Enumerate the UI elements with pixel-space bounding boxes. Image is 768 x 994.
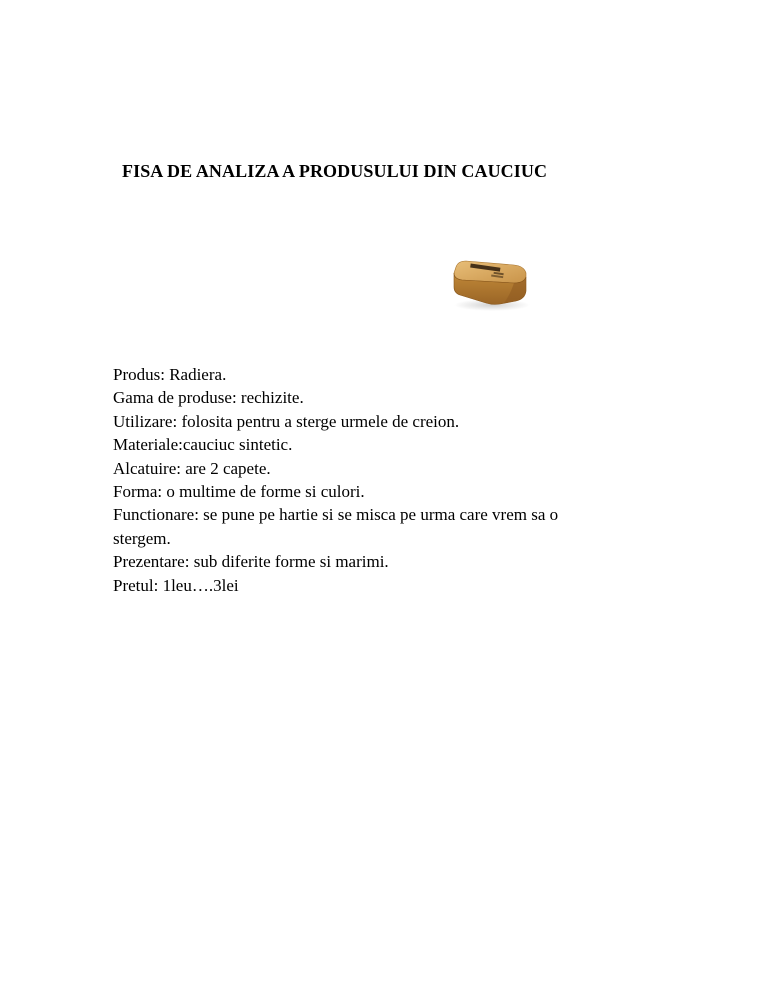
eraser-image	[448, 255, 532, 313]
line-presentation: Prezentare: sub diferite forme si marimi.	[113, 552, 389, 572]
document-title: FISA DE ANALIZA A PRODUSULUI DIN CAUCIUC	[122, 161, 548, 181]
line-composition: Alcatuire: are 2 capete.	[113, 458, 271, 478]
line-usage: Utilizare: folosita pentru a sterge urmele de creion.	[113, 411, 460, 431]
line-functioning-cont: stergem.	[113, 528, 171, 548]
line-product: Produs: Radiera.	[113, 365, 227, 384]
line-materials: Materiale:cauciuc sintetic.	[113, 435, 293, 455]
line-shape: Forma: o multime de forme si culori.	[113, 482, 365, 502]
line-functioning: Functionare: se pune pe hartie si se misca pe urma care vrem sa o	[113, 505, 559, 525]
line-product-range: Gama de produse: rechizite.	[113, 388, 304, 408]
eraser-icon	[448, 255, 532, 313]
product-details	[113, 363, 673, 597]
line-price: Pretul: 1leu….3lei	[113, 575, 239, 595]
